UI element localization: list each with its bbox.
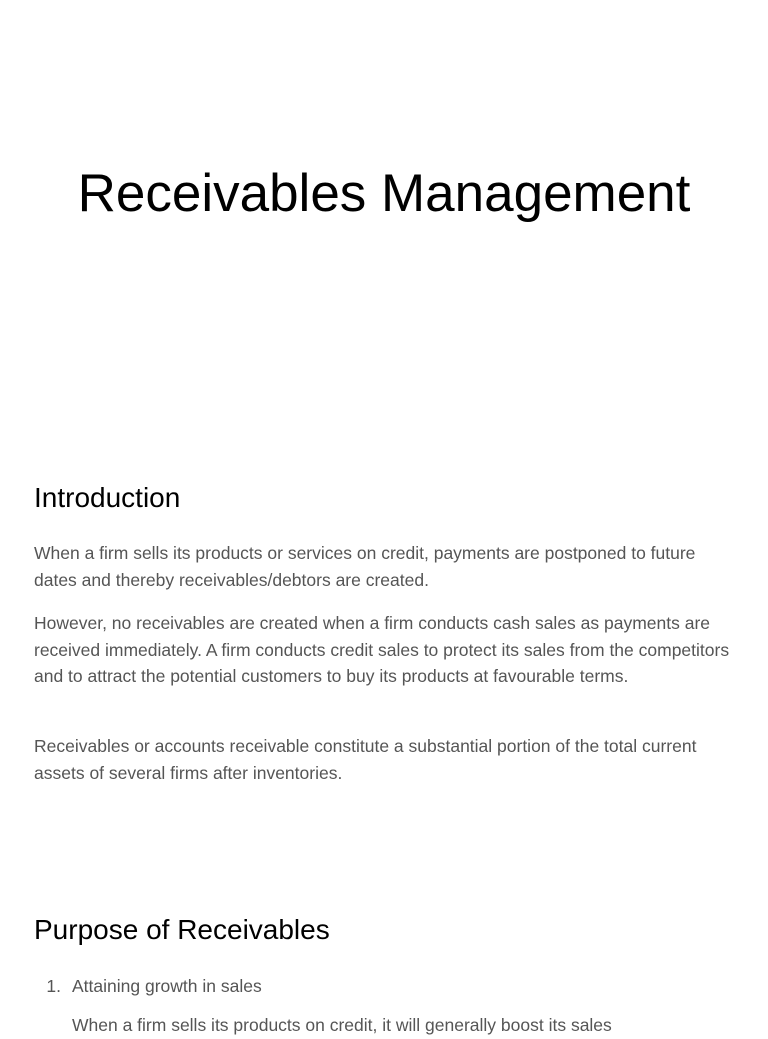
intro-paragraph-2: However, no receivables are created when a firm conducts cash sales as payments are received immediately. A firm conducts credit sales to protect its sales from the competitors and to attract the potential customers to buy its products at favourable terms. bbox=[34, 613, 730, 686]
list-item-number: 1. bbox=[46, 976, 61, 996]
intro-paragraph-1: When a firm sells its products or services on credit, payments are postponed to future dates and thereby receivables/debtors are created. bbox=[34, 543, 696, 590]
section-heading-purpose: Purpose of Receivables bbox=[34, 914, 330, 945]
purpose-list bbox=[34, 973, 734, 1000]
page-title: Receivables Management bbox=[77, 164, 691, 223]
section-heading-introduction: Introduction bbox=[34, 482, 181, 513]
cut-off-paragraph: When a firm sells its products on credit, it will generally boost its sales bbox=[72, 1015, 612, 1035]
intro-paragraph-3: Receivables or accounts receivable constitute a substantial portion of the total current assets of several firms after inventories. bbox=[34, 736, 697, 783]
list-item bbox=[34, 973, 734, 1000]
list-item-text: Attaining growth in sales bbox=[72, 976, 262, 996]
